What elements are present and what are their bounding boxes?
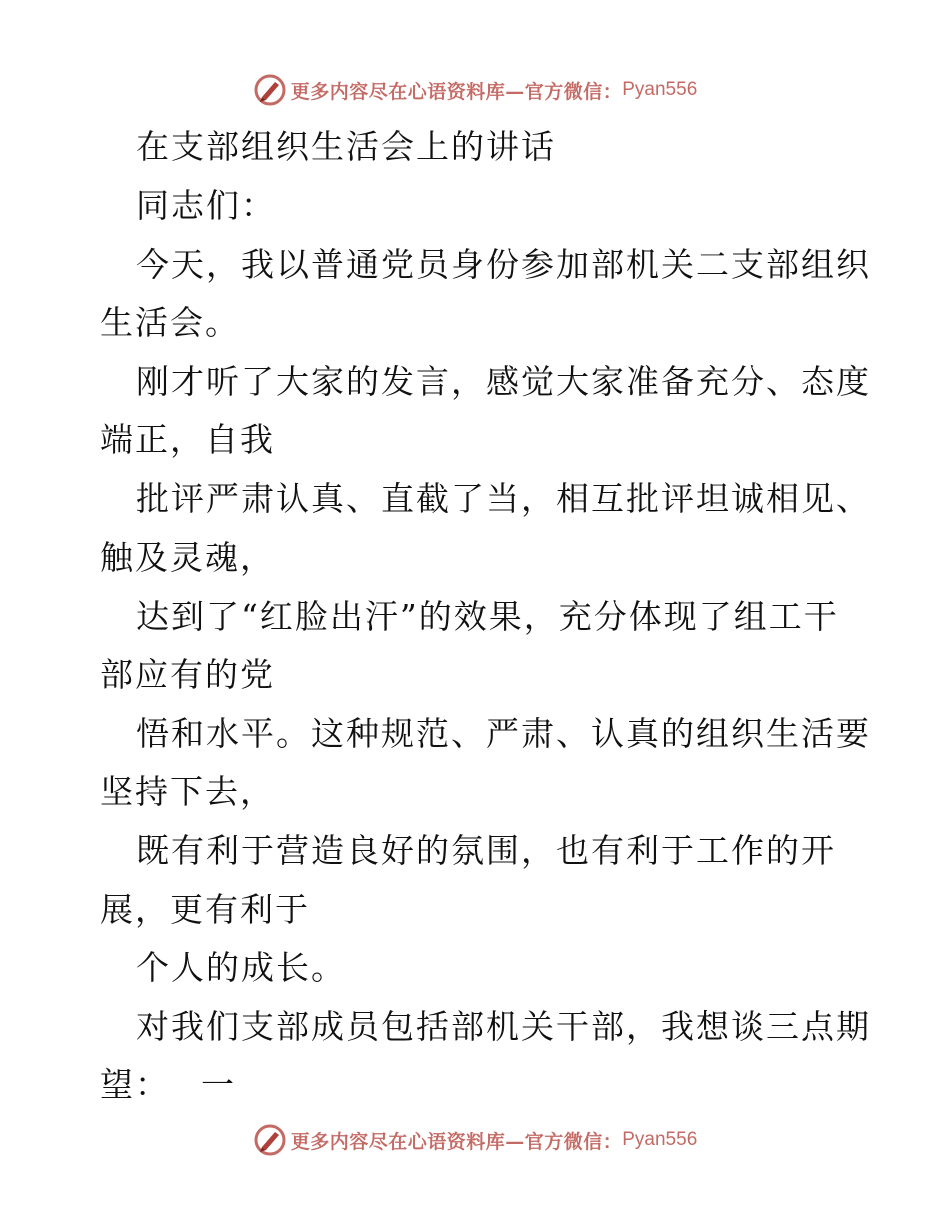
- watermark-text: 更多内容尽在心语资料库—官方微信：: [290, 80, 623, 103]
- paragraph-line: 既有利于营造良好的氛围，也有利于工作的开: [136, 831, 836, 870]
- footer-watermark: [0, 1120, 950, 1160]
- paragraph-line: 个人的成长。: [136, 948, 346, 987]
- paragraph-line: 达到了“红脸出汗”的效果，充分体现了组工干: [136, 597, 839, 636]
- document-title: 在支部组织生活会上的讲话: [136, 127, 556, 166]
- salutation: 同志们：: [136, 186, 276, 225]
- paragraph-line: 刚才听了大家的发言，感觉大家准备充分、态度: [136, 362, 871, 401]
- paragraph-line: 今天，我以普通党员身份参加部机关二支部组织: [136, 245, 871, 284]
- paragraph-line: 坚持下去，: [100, 772, 275, 811]
- paragraph-line: 触及灵魂，: [100, 538, 275, 577]
- paragraph-line: 悟和水平。这种规范、严肃、认真的组织生活要: [136, 714, 871, 753]
- paragraph-line: 部应有的党: [100, 655, 275, 694]
- paragraph-line: 端正，自我: [100, 420, 275, 459]
- paragraph-line: 批评严肃认真、直截了当，相互批评坦诚相见、: [136, 479, 871, 518]
- watermark-text: 更多内容尽在心语资料库—官方微信：: [290, 1130, 623, 1153]
- watermark-account: Pyan556: [622, 1129, 698, 1150]
- paragraph-line: 展，更有利于: [100, 890, 310, 929]
- paragraph-line: 望： 一: [100, 1065, 236, 1104]
- paragraph-line: 生活会。: [100, 303, 240, 342]
- watermark-account: Pyan556: [622, 79, 698, 100]
- pen-logo-icon: [253, 1123, 287, 1157]
- paragraph-line: 对我们支部成员包括部机关干部，我想谈三点期: [136, 1007, 871, 1046]
